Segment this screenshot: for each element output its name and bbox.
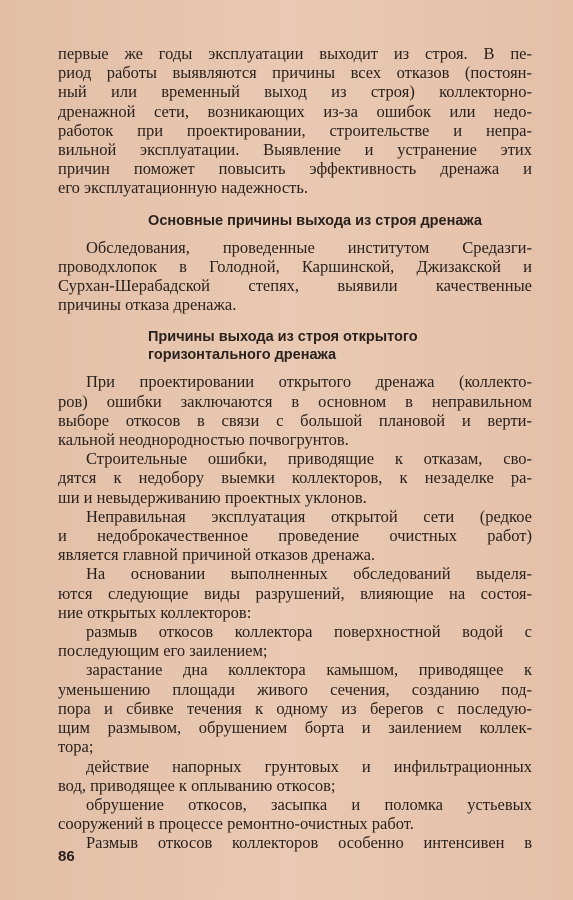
text-line: ши и невыдерживанию проектных уклонов.: [58, 487, 367, 507]
text-line: вильной эксплуатации. Выявление и устранение этих: [58, 140, 532, 160]
list-item: [58, 622, 532, 660]
paragraph-3: [58, 372, 532, 449]
text-line: Размыв откосов коллекторов особенно интенсивен в: [86, 833, 532, 853]
text-line: ров) ошибки заключаются в основном в неправильном: [58, 391, 532, 411]
text-line: щим размывом, обрушением борта и заилением коллек-: [58, 718, 532, 738]
text-line: причин поможет повысить эффективность дренажа и: [58, 159, 532, 179]
text-line: его эксплуатационную надежность.: [58, 178, 309, 198]
text-line: риод работы выявляются причины всех отказов (постоян-: [58, 63, 532, 83]
text-line: причины отказа дренажа.: [58, 295, 237, 315]
paragraph-7: [58, 833, 532, 852]
text-line: первые же годы эксплуатации выходит из строя. В пе-: [58, 44, 532, 63]
text-line: размыв откосов коллектора поверхностной водой с: [86, 622, 532, 642]
list-item: [58, 757, 532, 795]
text-line: последующим его заилением;: [58, 641, 268, 661]
page-body: [58, 44, 532, 853]
text-line: Сурхан-Шерабадской степях, выявили качественные: [58, 276, 532, 296]
text-line: вод, приводящее к оплыванию откосов;: [58, 775, 336, 795]
text-line: кальной неоднородностью почвогрунтов.: [58, 430, 349, 450]
text-line: дренажной сети, возникающих из-за ошибок или недо-: [58, 101, 532, 121]
text-line: является главной причиной отказов дренажа.: [58, 545, 376, 565]
list-item: [58, 795, 532, 833]
text-line: и недоброкачественное проведение очистных работ): [58, 526, 532, 546]
subsection-heading-line: горизонтального дренажа: [148, 347, 337, 364]
paragraph-1: [58, 44, 532, 198]
text-line: действие напорных грунтовых и инфильтрационных: [86, 756, 532, 776]
text-line: Строительные ошибки, приводящие к отказам, сво-: [86, 449, 532, 469]
text-line: обрушение откосов, засыпка и поломка устьевых: [86, 794, 532, 814]
text-line: ние открытых коллекторов:: [58, 602, 252, 622]
subsection-heading: [58, 328, 532, 364]
text-line: При проектировании открытого дренажа (коллекто-: [86, 372, 532, 392]
paragraph-4: [58, 449, 532, 507]
text-line: проводхлопок в Голодной, Каршинской, Джизакской и: [58, 256, 532, 276]
text-line: пора и сбивке течения к одному из берегов с последую-: [58, 698, 532, 718]
text-line: дятся к недобору выемки коллекторов, к незаделке ра-: [58, 468, 532, 488]
paragraph-2: [58, 238, 532, 315]
text-line: Неправильная эксплуатация открытой сети (редкое: [86, 506, 532, 526]
section-heading: Основные причины выхода из строя дренажа: [148, 212, 482, 229]
page-number: 86: [58, 848, 75, 865]
text-line: зарастание дна коллектора камышом, приводящее к: [86, 660, 532, 680]
subsection-heading-line: Причины выхода из строя открытого: [148, 329, 418, 346]
text-line: ются следующие виды разрушений, влияющие на состоя-: [58, 583, 532, 603]
paragraph-5: [58, 507, 532, 565]
text-line: На основании выполненных обследований выделя-: [86, 564, 532, 584]
text-line: тора;: [58, 737, 94, 757]
text-line: уменьшению площади живого сечения, созданию под-: [58, 679, 532, 699]
paragraph-6: [58, 564, 532, 622]
text-line: выборе откосов в связи с большой плановой и верти-: [58, 410, 532, 430]
list-item: [58, 660, 532, 756]
text-line: сооружений в процессе ремонтно-очистных работ.: [58, 814, 414, 834]
text-line: ный или временный выход из строя) коллекторно-: [58, 82, 532, 102]
text-line: Обследования, проведенные институтом Средазги-: [86, 237, 532, 257]
text-line: работок при проектировании, строительстве и непра-: [58, 120, 532, 140]
